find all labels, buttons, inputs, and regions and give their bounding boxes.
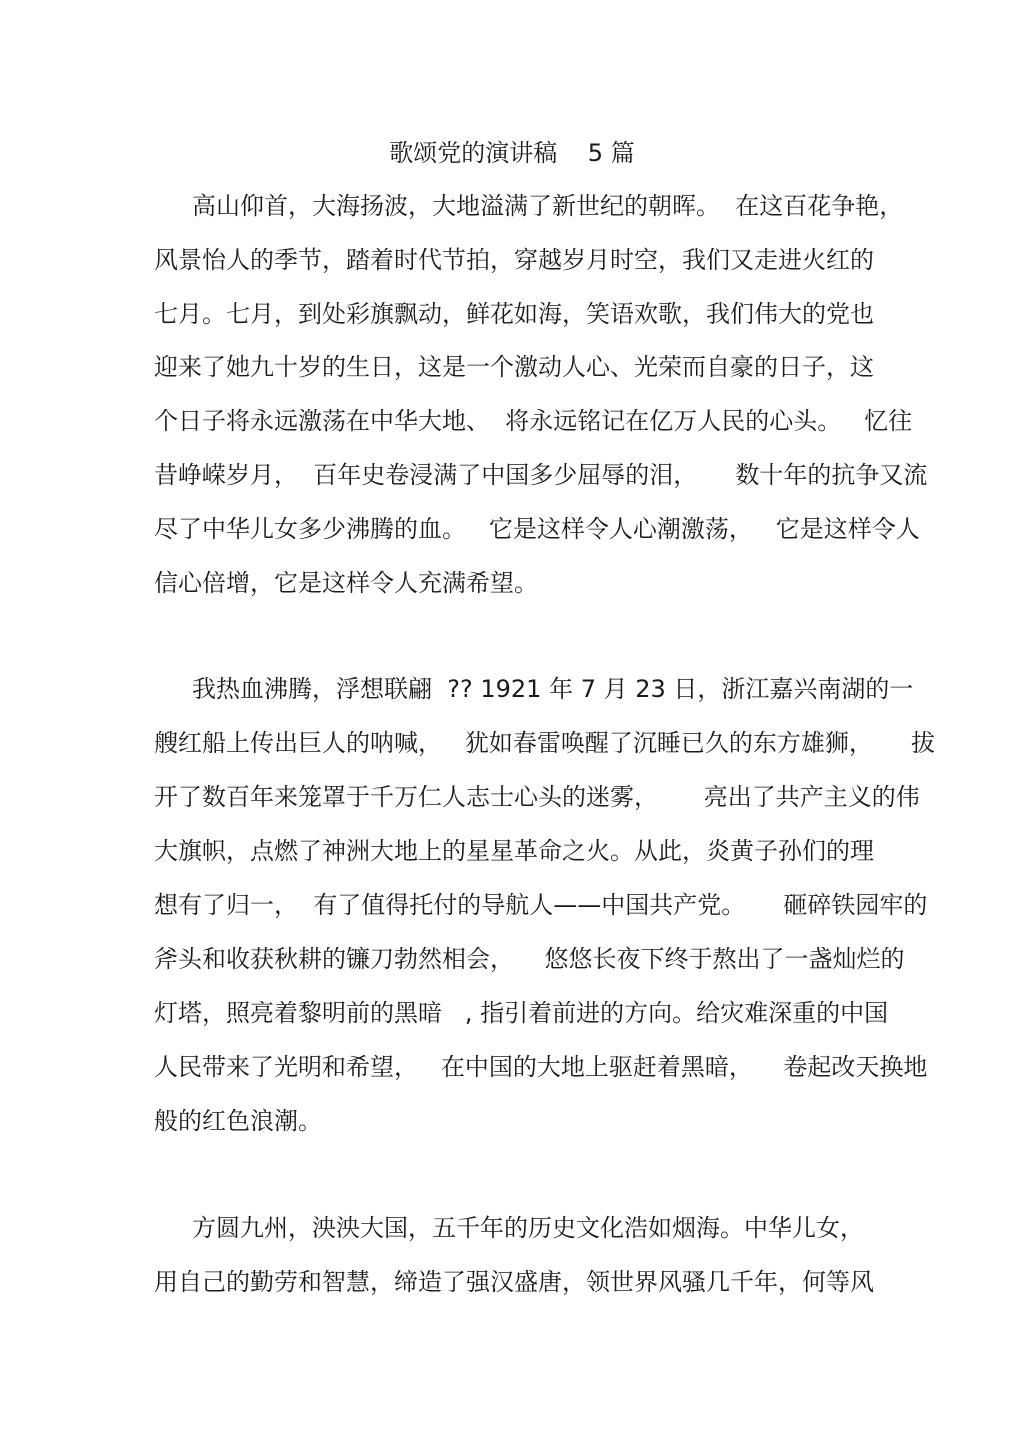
paragraph-line: 我热血沸腾，浮想联翩 ?? 1921 年 7 月 23 日，浙江嘉兴南湖的一 xyxy=(192,675,914,703)
paragraph-line: 信心倍增，它是这样令人充满希望。 xyxy=(154,569,538,597)
paragraph-line: 人民带来了光明和希望， 在中国的大地上驱赶着黑暗， 卷起改天换地 xyxy=(154,1053,928,1081)
paragraph-line: 方圆九州，泱泱大国，五千年的历史文化浩如烟海。中华儿女， xyxy=(192,1214,864,1242)
document-title: 歌颂党的演讲稿 5 篇 xyxy=(389,139,635,167)
paragraph-line: 大旗帜，点燃了神洲大地上的星星革命之火。从此，炎黄子孙们的理 xyxy=(154,837,874,865)
paragraph-line: 尽了中华儿女多少沸腾的血。 它是这样令人心潮激荡， 它是这样令人 xyxy=(154,515,920,543)
paragraph-line: 般的红色浪潮。 xyxy=(154,1107,322,1135)
paragraph-line: 用自己的勤劳和智慧，缔造了强汉盛唐，领世界风骚几千年，何等风 xyxy=(154,1268,874,1296)
paragraph-line: 高山仰首，大海扬波，大地溢满了新世纪的朝晖。 在这百花争艳， xyxy=(192,192,904,220)
paragraph-line: 斧头和收获秋耕的镰刀勃然相会， 悠悠长夜下终于熬出了一盏灿烂的 xyxy=(154,945,905,973)
paragraph-line: 七月。七月，到处彩旗飘动，鲜花如海，笑语欢歌，我们伟大的党也 xyxy=(154,300,874,328)
paragraph-line: 昔峥嵘岁月， 百年史卷浸满了中国多少屈辱的泪， 数十年的抗争又流 xyxy=(154,461,928,489)
paragraph-line: 个日子将永远激荡在中华大地、 将永远铭记在亿万人民的心头。 忆往 xyxy=(154,407,913,435)
paragraph-line: 灯塔，照亮着黎明前的黑暗 , 指引着前进的方向。给灾难深重的中国 xyxy=(154,999,889,1027)
paragraph-line: 开了数百年来笼罩于千万仁人志士心头的迷雾， 亮出了共产主义的伟 xyxy=(154,783,920,811)
paragraph-line: 风景怡人的季节，踏着时代节拍，穿越岁月时空，我们又走进火红的 xyxy=(154,246,874,274)
paragraph-line: 迎来了她九十岁的生日，这是一个激动人心、光荣而自豪的日子，这 xyxy=(154,353,874,381)
paragraph-line: 想有了归一， 有了值得托付的导航人——中国共产党。 砸碎铁园牢的 xyxy=(154,891,928,919)
paragraph-line: 艘红船上传出巨人的呐喊， 犹如春雷唤醒了沉睡已久的东方雄狮， 拔 xyxy=(154,729,936,757)
